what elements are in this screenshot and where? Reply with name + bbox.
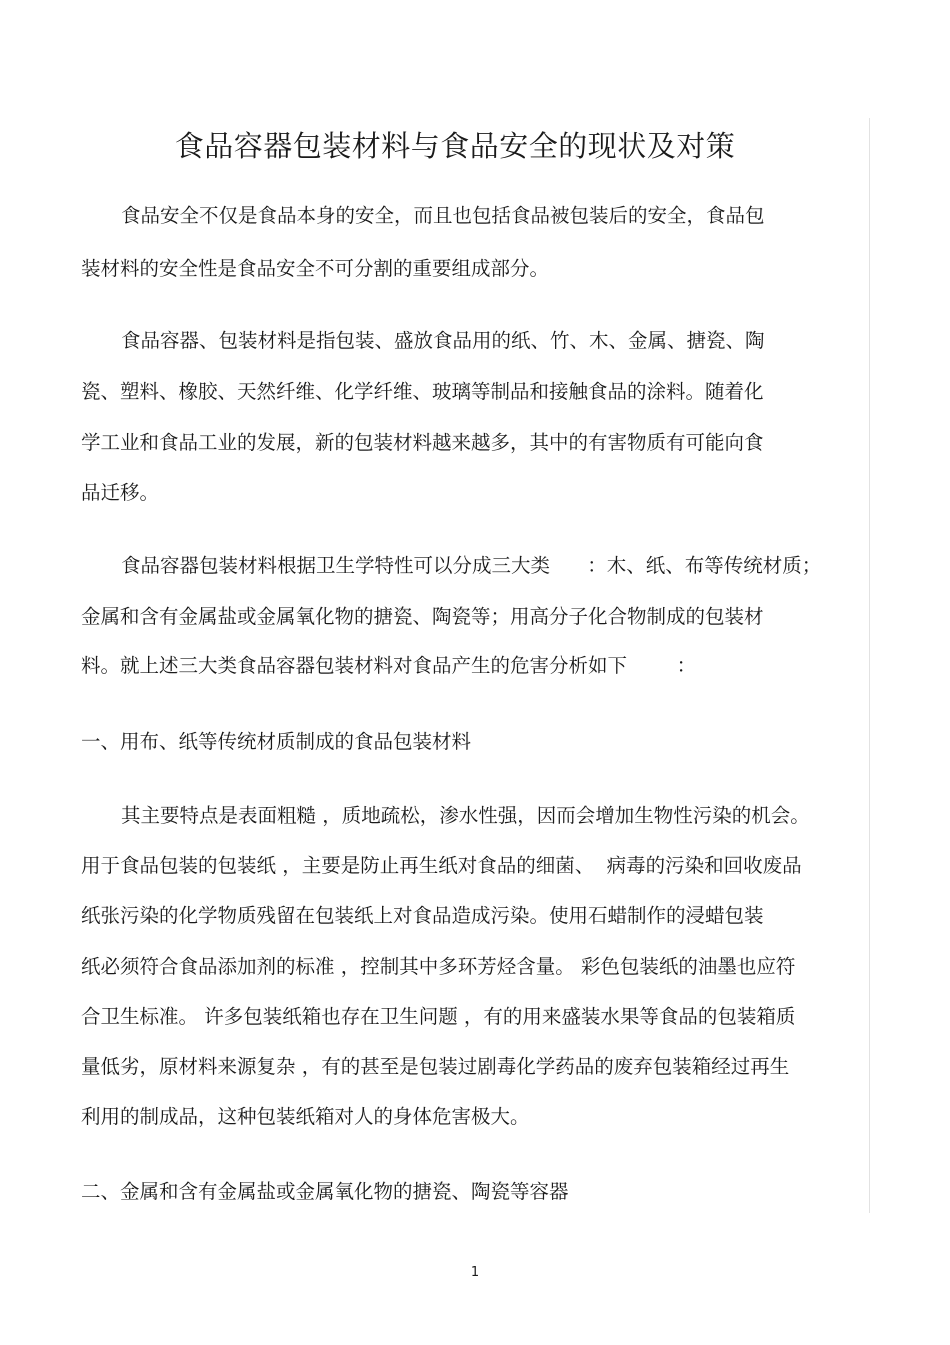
document-title: 食品容器包装材料与食品安全的现状及对策 (174, 129, 736, 163)
paragraph-1-line-1: 食品安全不仅是食品本身的安全，而且也包括食品被包装后的安全，食品包 (121, 204, 765, 227)
paragraph-4-line-6: 量低劣，原材料来源复杂 ，有的甚至是包装过剧毒化学药品的废弃包装箱经过再生 (81, 1055, 790, 1078)
paragraph-2-line-1: 食品容器、包装材料是指包装、盛放食品用的纸、竹、木、金属、搪瓷、陶 (121, 329, 765, 352)
section-heading-1: 一、用布、纸等传统材质制成的食品包装材料 (81, 730, 472, 753)
paragraph-4-line-7: 利用的制成品，这种包装纸箱对人的身体危害极大。 (81, 1105, 530, 1128)
paragraph-3-line-3: 料。就上述三大类食品容器包装材料对食品产生的危害分析如下 ： (81, 654, 697, 677)
page-number: 1 (470, 1265, 480, 1280)
section-heading-2: 二、金属和含有金属盐或金属氧化物的搪瓷、陶瓷等容器 (81, 1180, 569, 1203)
paragraph-4-line-5: 合卫生标准。 许多包装纸箱也存在卫生问题 ，有的用来盛装水果等食品的包装箱质 (81, 1005, 796, 1028)
paragraph-2-line-3: 学工业和食品工业的发展，新的包装材料越来越多，其中的有害物质有可能向食 (81, 431, 764, 454)
paragraph-4-line-1: 其主要特点是表面粗糙 ，质地疏松，渗水性强，因而会增加生物性污染的机会。 (121, 804, 810, 827)
paragraph-4-line-3: 纸张污染的化学物质残留在包装纸上对食品造成污染。使用石蜡制作的浸蜡包装 (81, 904, 764, 927)
paragraph-3-line-1: 食品容器包装材料根据卫生学特性可以分成三大类 ：木、纸、布等传统材质； (121, 554, 822, 577)
paragraph-2-line-2: 瓷、塑料、橡胶、天然纤维、化学纤维、玻璃等制品和接触食品的涂料。随着化 (81, 380, 764, 403)
page-edge-rule (869, 118, 870, 1213)
paragraph-2-line-4: 品迁移。 (81, 481, 160, 504)
paragraph-4-line-2: 用于食品包装的包装纸 ，主要是防止再生纸对食品的细菌、 病毒的污染和回收废品 (81, 854, 802, 877)
paragraph-1-line-2: 装材料的安全性是食品安全不可分割的重要组成部分。 (81, 257, 550, 280)
paragraph-4-line-4: 纸必须符合食品添加剂的标准 ，控制其中多环芳烃含量。 彩色包装纸的油墨也应符 (81, 955, 796, 978)
paragraph-3-line-2: 金属和含有金属盐或金属氧化物的搪瓷、陶瓷等；用高分子化合物制成的包装材 (81, 605, 764, 628)
